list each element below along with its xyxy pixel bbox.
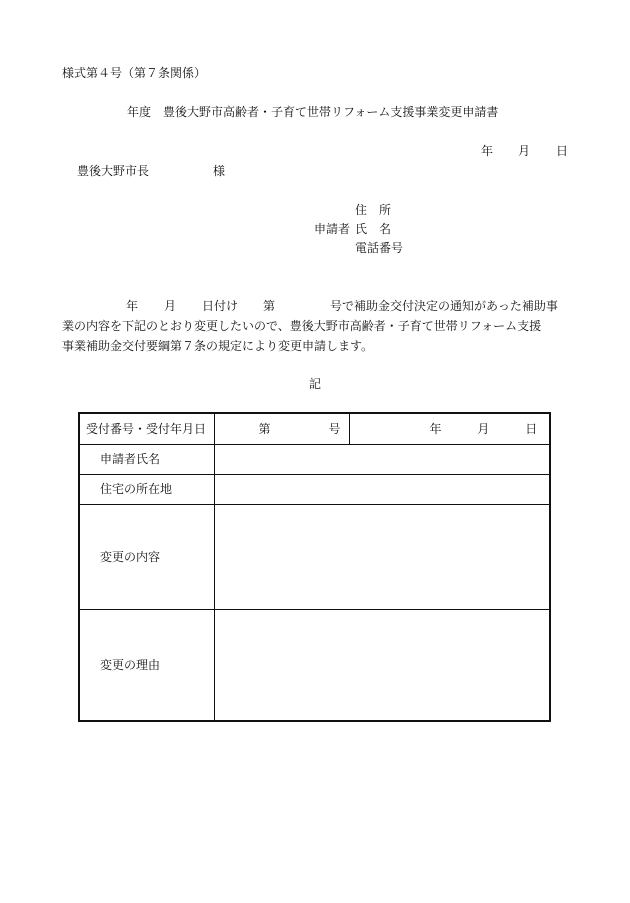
form-title: 年度 豊後大野市高齢者・子育て世帯リフォーム支援事業変更申請書 [127, 105, 499, 119]
date-day-label: 日 [556, 144, 569, 158]
applicant-phone-label: 電話番号 [355, 241, 404, 255]
change-content-label-cell [79, 504, 214, 609]
residence-label: 住宅の所在地 [100, 482, 173, 496]
receipt-year: 年 [429, 421, 442, 436]
applicant-name-label: 氏 名 [355, 222, 392, 236]
body-dated: 日付け [202, 299, 239, 313]
addressee-name: 豊後大野市長 [77, 164, 150, 178]
form-number: 様式第４号（第７条関係） [62, 66, 207, 80]
residence-value-cell[interactable] [214, 474, 550, 504]
applicant-prefix-label: 申請者 [314, 222, 351, 236]
table-row-applicant-name [79, 444, 550, 474]
application-table [78, 412, 551, 722]
receipt-number-cell[interactable] [214, 413, 349, 444]
receipt-number-prefix: 第 [258, 421, 271, 436]
date-month-label: 月 [518, 144, 531, 158]
applicant-name-label-cell [79, 444, 214, 474]
note-heading: 記 [309, 377, 322, 391]
change-content-label: 変更の内容 [100, 549, 161, 564]
body-month: 月 [164, 299, 177, 313]
change-content-value-cell[interactable] [214, 504, 550, 609]
receipt-day: 日 [525, 421, 538, 436]
receipt-month: 月 [477, 421, 490, 436]
applicant-name-row-label: 申請者氏名 [100, 452, 161, 466]
table-row-receipt [79, 413, 550, 444]
residence-label-cell [79, 474, 214, 504]
receipt-label: 受付番号・受付年月日 [86, 421, 207, 436]
table-row-change-reason [79, 609, 550, 721]
date-year-label: 年 [481, 144, 494, 158]
receipt-label-cell [79, 413, 214, 444]
body-line1-rest: 号で補助金交付決定の通知があった補助事 [330, 299, 558, 313]
receipt-date-cell[interactable] [349, 413, 550, 444]
change-reason-value-cell[interactable] [214, 609, 550, 721]
body-line3: 事業補助金交付要綱第７条の規定により変更申請します。 [62, 339, 374, 353]
addressee-honorific: 様 [213, 164, 226, 178]
applicant-name-value-cell[interactable] [214, 444, 550, 474]
body-year: 年 [126, 299, 139, 313]
applicant-address-label: 住 所 [355, 203, 392, 217]
body-line2: 業の内容を下記のとおり変更したいので、豊後大野市高齢者・子育て世帯リフォーム支援 [62, 319, 542, 333]
table-row-residence [79, 474, 550, 504]
body-number-prefix: 第 [263, 299, 276, 313]
change-reason-label: 変更の理由 [100, 657, 161, 672]
change-reason-label-cell [79, 609, 214, 721]
table-row-change-content [79, 504, 550, 609]
receipt-number-suffix: 号 [328, 421, 341, 436]
